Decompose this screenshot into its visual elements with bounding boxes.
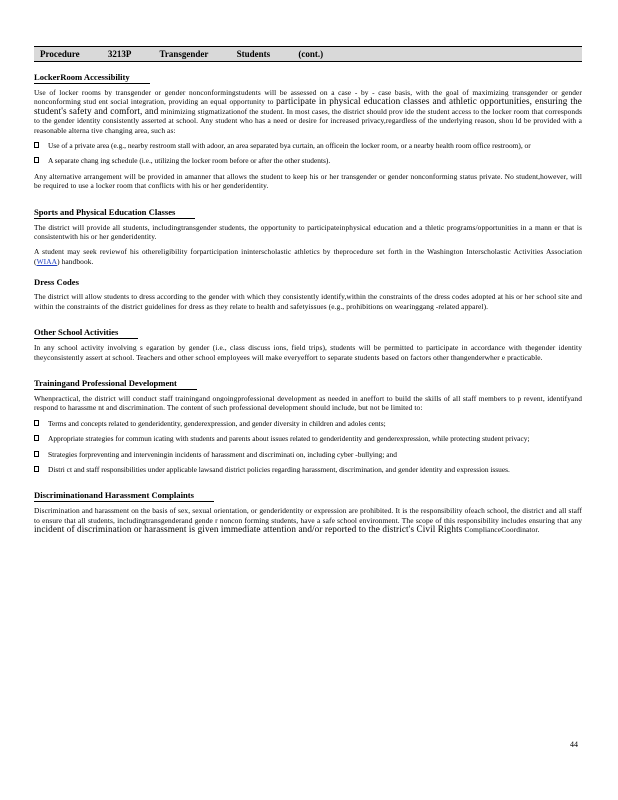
locker-title: LockerRoom Accessibility: [34, 72, 150, 84]
locker-paragraph-1: [34, 88, 582, 135]
list-item: Distri ct and staff responsibilities under applicable lawsand district policies regarding harassment, discrimination, and gender identity and expression issues.: [34, 465, 582, 474]
procedure-header: [34, 46, 582, 62]
sports-p2a: A student may seek reviewof his othereligibility forparticipation ininterscholastic athletics by theprocedure set forth in the Washington Interscholastic Activities Association (: [34, 247, 582, 266]
training-paragraph: Whenpractical, the district will conduct staff trainingand ongoingprofessional development as needed in aneffort to build the skills of all staff members to p revent, identifyand respond to harassme nt and discrimination. The content of such professional development should include, but not be limited to:: [34, 393, 582, 413]
list-item: Appropriate strategies for commun icating with students and parents about issues related to genderidentity and genderexpression, while protecting student privacy;: [34, 434, 582, 443]
list-item: Strategies forpreventing and interveningin incidents of harassment and discriminati on, including cyber -bullying; and: [34, 450, 582, 459]
list-item: A separate chang ing schedule (i.e., utilizing the locker room before or after the other students).: [34, 156, 582, 165]
training-bullets: [34, 419, 582, 475]
locker-paragraph-2: Any alternative arrangement will be provided in amanner that allows the student to keep his or her transgender or gender nonconforming status private. No student,however, will be required to use a locker room that conflicts with his or her genderidentity.: [34, 171, 582, 191]
header-word1: Transgender: [159, 49, 209, 59]
header-cont: (cont.): [298, 49, 324, 59]
discrimination-p1b: incident of discrimination or harassment is given immediate attention and/or reported to the district's Civil Rights: [34, 524, 463, 535]
list-item: Terms and concepts related to genderidentity, genderexpression, and gender diversity in children and adoles cents;: [34, 419, 582, 428]
dress-title: Dress Codes: [34, 277, 79, 288]
wiaa-link[interactable]: WIAA: [36, 256, 58, 266]
discrimination-paragraph: [34, 506, 582, 534]
document-page: [34, 46, 582, 541]
page-number: 44: [570, 740, 578, 749]
locker-p1a: Use of locker rooms by transgender or gender nonconformingstudents will be assessed on a case - by - case basis, with the goal of maximizing transgender or gender nonconforming stud ent social integration, providing an equal opportunity to: [34, 88, 582, 107]
other-paragraph: In any school activity involving s egaration by gender (i.e., class discuss ions, field trips), students will be permitted to participate in accordance with thegender identity theyconsistently assert at school. Teachers and other school employees will make everyeffort to separate students based on factors other thangenderwher e practicable.: [34, 343, 582, 362]
header-number: 3213P: [107, 49, 132, 59]
discrimination-p1a: Discrimination and harassment on the basis of sex, sexual orientation, or genderidentity or expression are prohibited. It is the responsibility ofeach school, the district and all staff to ensure that all students, includingtransgenderand gende r noncon forming students, have a safe school environment. The scope of this responsibility includes ensuring that any: [34, 506, 582, 525]
sports-p2b: ) handbook.: [57, 256, 94, 266]
training-title: Trainingand Professional Development: [34, 378, 197, 390]
sports-paragraph-2: [34, 247, 582, 266]
header-word2: Students: [236, 49, 271, 59]
list-item: Use of a private area (e.g., nearby restroom stall with adoor, an area separated bya curtain, an officein the locker room, or a nearby health room office restroom), or: [34, 141, 582, 150]
locker-bullets: [34, 141, 582, 166]
locker-p1c: minimizing stigmatizationof the student. In most cases, the district should prov ide the student access to the locker room that corresponds to the gender identity consistently asserted at school. Any student who has a need or desire for increased privacy,regardless of the underlying reason, shou ld be provided with a reasonable alterna tive changing area, such as:: [34, 106, 582, 135]
dress-paragraph: The district will allow students to dress according to the gender with which they consistently identify,within the constraints of the dress codes adopted at his or her school site and within the constraints of the district guidelines for dress as they relate to health and safetyissues (e.g., prohibitions on wearinggang -related apparel).: [34, 292, 582, 311]
other-title: Other School Activities: [34, 327, 138, 339]
discrimination-p1c: ComplianceCoordinator.: [464, 525, 540, 535]
sports-title: Sports and Physical Education Classes: [34, 207, 195, 219]
sports-paragraph-1: The district will provide all students, includingtransgender students, the opportunity to participateinphysical education and a thletic programs/opportunities in a mann er that is consistentwith his or her genderidentity.: [34, 222, 582, 242]
locker-p1b: participate in physical education classes and athletic opportunities, ensuring the student's safety and comfort, and: [34, 96, 582, 116]
discrimination-title: Discriminationand Harassment Complaints: [34, 490, 214, 502]
header-procedure: Procedure: [40, 49, 80, 59]
